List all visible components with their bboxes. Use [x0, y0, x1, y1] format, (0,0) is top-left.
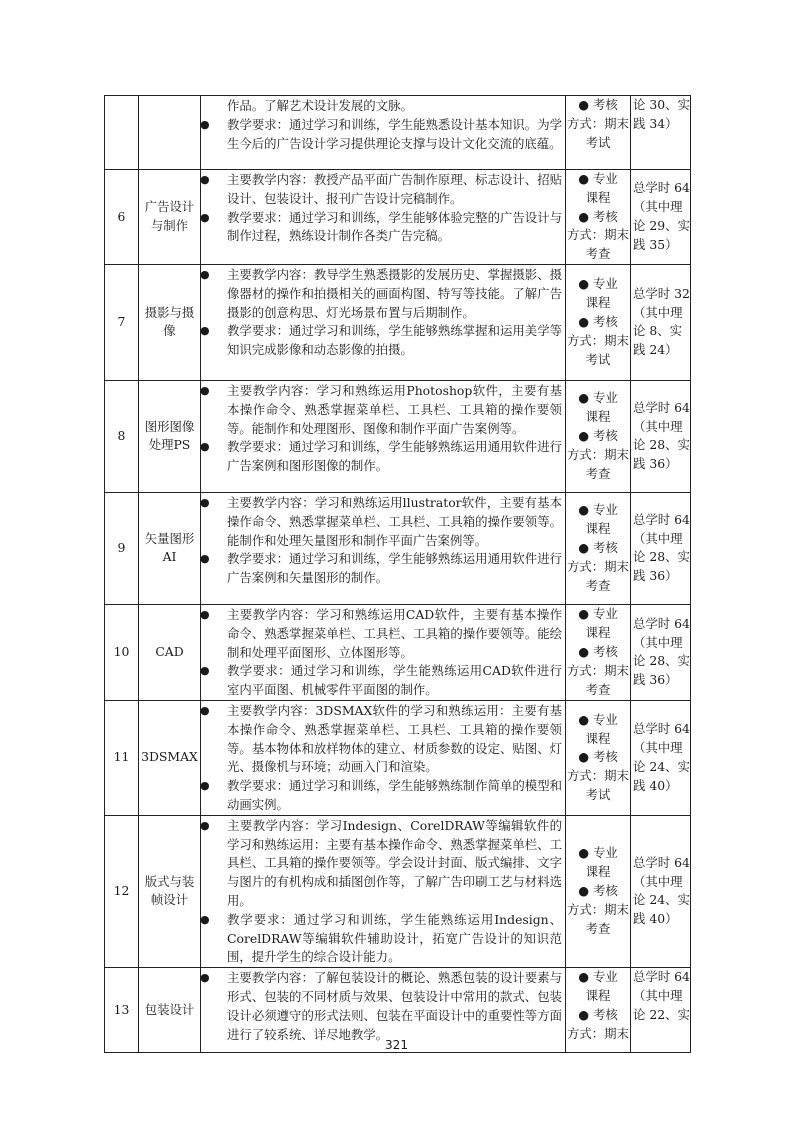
- course-name: 图形图像处理PS: [139, 380, 201, 492]
- hours-line: （其中理: [633, 530, 683, 546]
- hours-cell: [631, 170, 691, 265]
- assessment-cell: [566, 96, 631, 170]
- assessment-line: ● 专业: [578, 606, 618, 622]
- assessment-line: 方式：期末: [567, 901, 629, 917]
- course-content: [201, 815, 566, 967]
- content-paragraph: ● 主要教学内容：学习和熟练运用Photoshop软件，主要有基本操作命令、熟悉掌握菜单栏、工具栏、工具箱的操作要领等。能制作和处理图形、图像和制作平面广告案例等。: [227, 382, 562, 438]
- course-name: 广告设计与制作: [139, 170, 201, 265]
- course-name: 版式与装帧设计: [139, 815, 201, 967]
- hours-cell: [631, 700, 691, 815]
- content-paragraph: ● 教学要求：通过学习和训练，学生能够熟练运用通用软件进行广告案例和图形图像的制作。: [227, 438, 562, 476]
- hours-line: 践 36）: [633, 456, 678, 472]
- course-number: [105, 96, 139, 170]
- table-row: [105, 96, 691, 170]
- assessment-line: 课程: [585, 987, 611, 1003]
- hours-line: 论 22、实: [633, 1006, 690, 1022]
- content-paragraph: ● 主要教学内容：3DSMAX软件的学习和熟练运用：主要有基本操作命令、熟悉掌握菜单栏、工具栏、工具箱的操作要领等。基本物体和放样物体的建立、材质参数的设定、贴图、灯光、摄像机与环境；动画入门和渲染。: [227, 702, 562, 777]
- assessment-cell: [566, 492, 631, 604]
- page-number: 321: [385, 1038, 408, 1052]
- assessment-cell: [566, 604, 631, 700]
- course-content: [201, 700, 566, 815]
- course-name: 3DSMAX: [139, 700, 201, 815]
- hours-line: 践 40）: [633, 911, 678, 927]
- assessment-line: 课程: [585, 625, 611, 641]
- assessment-line: 课程: [585, 189, 611, 205]
- hours-line: 论 8、实: [633, 323, 682, 339]
- hours-line: 总学时 64: [633, 854, 690, 870]
- assessment-line: ● 考核: [578, 314, 618, 330]
- hours-line: 总学时 64: [633, 969, 690, 985]
- assessment-cell: [566, 264, 631, 380]
- course-name: 包装设计: [139, 968, 201, 1053]
- assessment-line: 考查: [585, 920, 611, 936]
- hours-line: 践 36）: [633, 672, 678, 688]
- course-number: 10: [105, 604, 139, 700]
- assessment-line: 方式：期末: [567, 227, 629, 243]
- content-paragraph: ● 主要教学内容：教导学生熟悉摄影的发展历史、掌握摄影、摄像器材的操作和拍摄相关的画面构图、特写等技能。了解广告摄影的创意构思、灯光场景布置与后期制作。: [227, 266, 562, 322]
- assessment-line: 方式：期末: [567, 662, 629, 678]
- assessment-line: 课程: [585, 295, 611, 311]
- assessment-line: 课程: [585, 730, 611, 746]
- hours-line: 论 24、实: [633, 758, 690, 774]
- hours-cell: [631, 815, 691, 967]
- hours-line: 践 24）: [633, 342, 678, 358]
- content-paragraph: ● 教学要求：通过学习和训练，学生能熟练运用CAD软件进行室内平面图、机械零件平面图的制作。: [227, 662, 562, 700]
- assessment-line: ● 考核: [578, 749, 618, 765]
- assessment-line: 方式：期末: [567, 1025, 629, 1041]
- content-paragraph: ● 教学要求：通过学习和训练，学生能熟悉设计基本知识。为学生今后的广告设计学习提供理论支撑与设计文化交流的底蕴。: [227, 116, 562, 154]
- assessment-line: 课程: [585, 864, 611, 880]
- assessment-line: 考查: [585, 681, 611, 697]
- table-body: [105, 96, 691, 1053]
- table-row: [105, 264, 691, 380]
- hours-line: 论 24、实: [633, 892, 690, 908]
- assessment-line: ● 考核: [578, 644, 618, 660]
- course-number: 6: [105, 170, 139, 265]
- hours-cell: [631, 380, 691, 492]
- assessment-cell: [566, 170, 631, 265]
- hours-line: 总学时 64: [633, 721, 690, 737]
- hours-line: （其中理: [633, 199, 683, 215]
- assessment-line: 考查: [585, 246, 611, 262]
- course-number: 13: [105, 968, 139, 1053]
- table-row: [105, 604, 691, 700]
- hours-line: 总学时 32: [633, 285, 690, 301]
- hours-line: 总学时 64: [633, 511, 690, 527]
- hours-line: 总学时 64: [633, 399, 690, 415]
- assessment-cell: [566, 700, 631, 815]
- assessment-line: 考查: [585, 577, 611, 593]
- content-paragraph: ● 主要教学内容：教授产品平面广告制作原理、标志设计、招贴设计、包装设计、报刊广告设计完稿制作。: [227, 171, 562, 209]
- assessment-line: ● 专业: [578, 390, 618, 406]
- assessment-cell: [566, 380, 631, 492]
- course-number: 8: [105, 380, 139, 492]
- course-number: 9: [105, 492, 139, 604]
- table-row: [105, 492, 691, 604]
- assessment-line: 考试: [585, 134, 611, 150]
- course-name: 摄影与摄像: [139, 264, 201, 380]
- course-content: [201, 264, 566, 380]
- content-paragraph: 作品。了解艺术设计发展的文脉。: [227, 98, 413, 113]
- assessment-cell: [566, 815, 631, 967]
- assessment-line: ● 专业: [578, 711, 618, 727]
- assessment-line: 考查: [585, 465, 611, 481]
- hours-line: 践 35）: [633, 236, 678, 252]
- assessment-line: 考试: [585, 351, 611, 367]
- assessment-line: ● 专业: [578, 276, 618, 292]
- hours-line: 论 28、实: [633, 549, 690, 565]
- course-name: CAD: [139, 604, 201, 700]
- content-paragraph: ● 主要教学内容：学习Indesign、CorelDRAW等编辑软件的学习和熟练运用：主要有基本操作命令、熟悉掌握菜单栏、工具栏、工具箱的操作要领等。学会设计封面、版式编排、文字与图片的有机构成和插图创作等，了解广告印刷工艺与材料选用。: [227, 817, 562, 911]
- course-number: 7: [105, 264, 139, 380]
- assessment-line: ● 考核: [578, 97, 618, 112]
- assessment-line: ● 专业: [578, 171, 618, 186]
- assessment-line: ● 考核: [578, 428, 618, 444]
- content-paragraph: ● 主要教学内容：学习和熟练运用CAD软件，主要有基本操作命令、熟悉掌握菜单栏、工具栏、工具箱的操作要领等。能绘制和处理平面图形、立体图形等。: [227, 606, 562, 662]
- hours-line: 论 29、实: [633, 217, 690, 233]
- hours-line: 总学时 64: [633, 180, 690, 196]
- hours-line: 践 34）: [633, 115, 678, 131]
- assessment-line: 方式：期末: [567, 768, 629, 784]
- hours-line: （其中理: [633, 418, 683, 434]
- content-paragraph: ● 主要教学内容：学习和熟练运用llustrator软件，主要有基本操作命令、熟悉掌握菜单栏、工具栏、工具箱的操作要领等。能制作和处理矢量图形和制作平面广告案例等。: [227, 494, 562, 550]
- hours-line: （其中理: [633, 634, 683, 650]
- course-content: [201, 492, 566, 604]
- hours-line: （其中理: [633, 987, 683, 1003]
- hours-line: 总学时 64: [633, 615, 690, 631]
- assessment-line: ● 考核: [578, 540, 618, 556]
- table-row: [105, 170, 691, 265]
- table-row: [105, 815, 691, 967]
- assessment-line: 方式：期末: [567, 558, 629, 574]
- hours-line: 论 30、实: [633, 97, 690, 112]
- course-content: [201, 604, 566, 700]
- course-name: 矢量图形AI: [139, 492, 201, 604]
- course-number: 11: [105, 700, 139, 815]
- assessment-line: 考试: [585, 787, 611, 803]
- hours-cell: [631, 604, 691, 700]
- course-number: 12: [105, 815, 139, 967]
- content-paragraph: ● 教学要求：通过学习和训练，学生能熟练运用Indesign、CorelDRAW等编辑软件辅助设计，拓宽广告设计的知识范围，提升学生的综合设计能力。: [227, 911, 562, 967]
- content-paragraph: ● 教学要求：通过学习和训练，学生能够熟练制作简单的模型和动画实例。: [227, 777, 562, 815]
- hours-line: 论 28、实: [633, 653, 690, 669]
- course-name: [139, 96, 201, 170]
- hours-cell: [631, 492, 691, 604]
- content-paragraph: ● 教学要求：通过学习和训练，学生能够熟练运用通用软件进行广告案例和矢量图形的制作。: [227, 550, 562, 588]
- assessment-line: 课程: [585, 409, 611, 425]
- assessment-line: ● 专业: [578, 969, 618, 985]
- assessment-line: 方式：期末: [567, 115, 629, 131]
- hours-line: 践 36）: [633, 568, 678, 584]
- assessment-line: 方式：期末: [567, 332, 629, 348]
- hours-line: 论 28、实: [633, 437, 690, 453]
- course-table: [104, 95, 691, 1053]
- course-content: [201, 380, 566, 492]
- content-paragraph: ● 教学要求：通过学习和训练，学生能够熟练掌握和运用美学等知识完成影像和动态影像的拍摄。: [227, 322, 562, 360]
- course-content: [201, 170, 566, 265]
- content-paragraph: ● 主要教学内容：了解包装设计的概论、熟悉包装的设计要素与形式、包装的不同材质与效果、包装设计中常用的款式、包装设计必须遵守的形式法则、包装在平面设计中的重要性等方面进行了较系统、详尽地教学。: [227, 969, 562, 1044]
- assessment-line: 课程: [585, 521, 611, 537]
- assessment-line: ● 考核: [578, 1006, 618, 1022]
- table-row: [105, 700, 691, 815]
- hours-line: （其中理: [633, 873, 683, 889]
- hours-cell: [631, 264, 691, 380]
- assessment-line: ● 考核: [578, 883, 618, 899]
- course-content: [201, 96, 566, 170]
- assessment-line: ● 专业: [578, 502, 618, 518]
- hours-cell: [631, 96, 691, 170]
- assessment-line: ● 考核: [578, 208, 618, 224]
- hours-line: （其中理: [633, 740, 683, 756]
- table-row: [105, 380, 691, 492]
- content-paragraph: ● 教学要求：通过学习和训练，学生能够体验完整的广告设计与制作过程，熟练设计制作各类广告完稿。: [227, 209, 562, 247]
- hours-line: （其中理: [633, 304, 683, 320]
- assessment-line: ● 专业: [578, 845, 618, 861]
- assessment-line: 方式：期末: [567, 446, 629, 462]
- hours-line: 践 40）: [633, 777, 678, 793]
